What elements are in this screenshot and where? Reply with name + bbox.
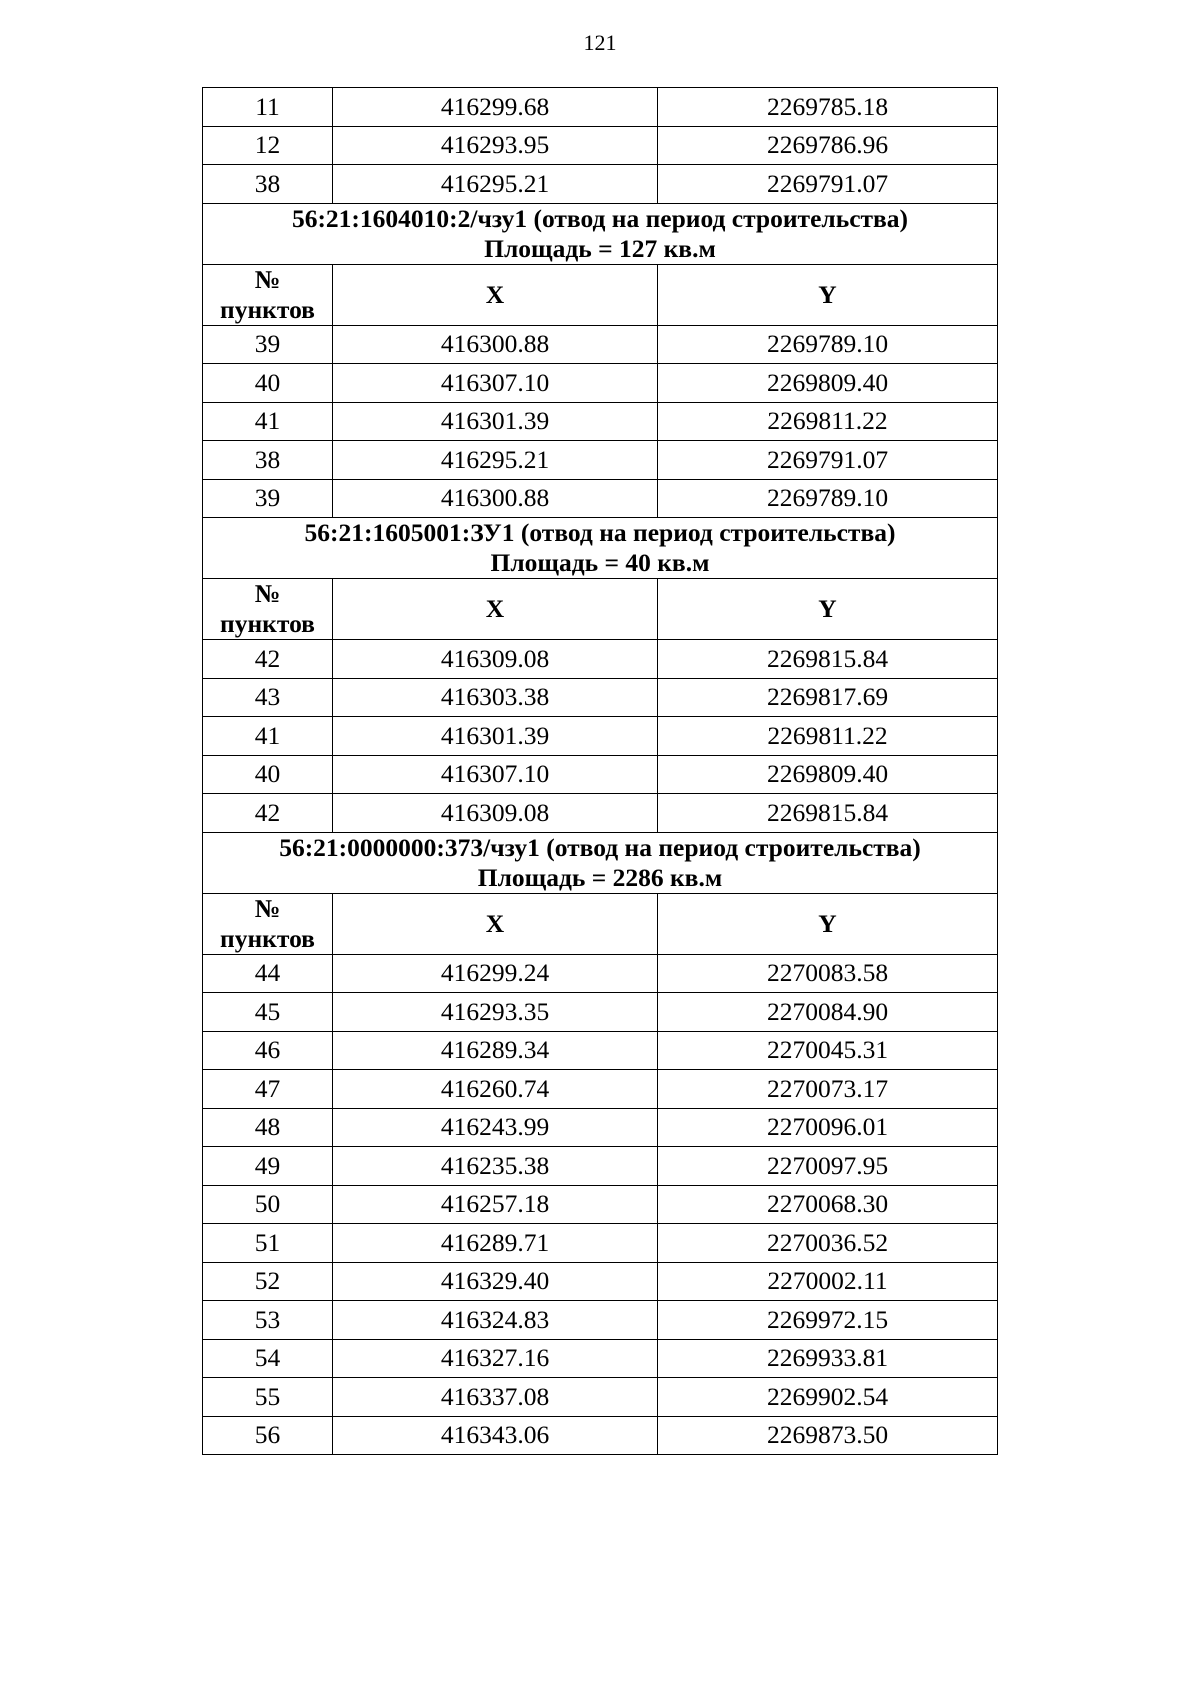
section-title-cell (203, 832, 998, 893)
table-row (203, 678, 998, 717)
table-row (203, 717, 998, 756)
table-row (203, 1416, 998, 1455)
section-cadastral-title: 56:21:1605001:ЗУ1 (отвод на период строительства) (304, 518, 896, 547)
header-points-label: пунктов (220, 294, 315, 324)
y-coordinate-cell: 2269972.15 (658, 1301, 998, 1340)
x-coordinate-cell: 416303.38 (333, 678, 658, 717)
x-coordinate-cell: 416293.35 (333, 993, 658, 1032)
x-coordinate-cell: 416293.95 (333, 126, 658, 165)
x-coordinate-cell: 416257.18 (333, 1185, 658, 1224)
x-coordinate-cell: 416243.99 (333, 1108, 658, 1147)
section-title-cell (203, 203, 998, 264)
point-number-cell: 49 (203, 1147, 333, 1186)
table-row (203, 364, 998, 403)
x-coordinate-cell: 416329.40 (333, 1262, 658, 1301)
table-row (203, 1224, 998, 1263)
x-coordinate-cell: 416337.08 (333, 1378, 658, 1417)
header-y: Y (658, 264, 998, 325)
point-number-cell: 48 (203, 1108, 333, 1147)
column-header-row (203, 893, 998, 954)
point-number-cell: 39 (203, 479, 333, 518)
x-coordinate-cell: 416299.68 (333, 88, 658, 127)
y-coordinate-cell: 2269786.96 (658, 126, 998, 165)
table-row (203, 993, 998, 1032)
table-row (203, 1378, 998, 1417)
y-coordinate-cell: 2270068.30 (658, 1185, 998, 1224)
point-number-cell: 38 (203, 441, 333, 480)
x-coordinate-cell: 416307.10 (333, 364, 658, 403)
point-number-cell: 56 (203, 1416, 333, 1455)
y-coordinate-cell: 2269902.54 (658, 1378, 998, 1417)
table-row (203, 441, 998, 480)
y-coordinate-cell: 2269933.81 (658, 1339, 998, 1378)
point-number-cell: 41 (203, 717, 333, 756)
section-title-row (203, 203, 998, 264)
point-number-cell: 38 (203, 165, 333, 204)
header-y: Y (658, 893, 998, 954)
x-coordinate-cell: 416343.06 (333, 1416, 658, 1455)
y-coordinate-cell: 2269785.18 (658, 88, 998, 127)
header-number-sign: № (254, 264, 281, 294)
point-number-cell: 42 (203, 640, 333, 679)
y-coordinate-cell: 2270083.58 (658, 954, 998, 993)
point-number-cell: 47 (203, 1070, 333, 1109)
header-point-number (203, 893, 333, 954)
point-number-cell: 12 (203, 126, 333, 165)
y-coordinate-cell: 2270084.90 (658, 993, 998, 1032)
coordinates-table-body (203, 88, 998, 1455)
point-number-cell: 44 (203, 954, 333, 993)
y-coordinate-cell: 2270073.17 (658, 1070, 998, 1109)
y-coordinate-cell: 2269809.40 (658, 755, 998, 794)
x-coordinate-cell: 416295.21 (333, 165, 658, 204)
y-coordinate-cell: 2270097.95 (658, 1147, 998, 1186)
point-number-cell: 42 (203, 794, 333, 833)
section-title-row (203, 518, 998, 579)
x-coordinate-cell: 416295.21 (333, 441, 658, 480)
y-coordinate-cell: 2269791.07 (658, 165, 998, 204)
point-number-cell: 39 (203, 325, 333, 364)
table-row (203, 88, 998, 127)
header-points-label: пунктов (220, 609, 315, 638)
table-row (203, 402, 998, 441)
x-coordinate-cell: 416324.83 (333, 1301, 658, 1340)
table-row (203, 1339, 998, 1378)
y-coordinate-cell: 2270096.01 (658, 1108, 998, 1147)
section-area: Площадь = 127 кв.м (484, 233, 716, 263)
y-coordinate-cell: 2269789.10 (658, 479, 998, 518)
section-area: Площадь = 2286 кв.м (477, 862, 723, 892)
header-point-number (203, 264, 333, 325)
table-row (203, 1031, 998, 1070)
y-coordinate-cell: 2269817.69 (658, 678, 998, 717)
section-area: Площадь = 40 кв.м (490, 548, 710, 577)
section-cadastral-title: 56:21:0000000:373/чзу1 (отвод на период строительства) (279, 832, 921, 862)
table-row (203, 755, 998, 794)
x-coordinate-cell: 416301.39 (333, 717, 658, 756)
section-title-row (203, 832, 998, 893)
y-coordinate-cell: 2269815.84 (658, 794, 998, 833)
point-number-cell: 40 (203, 364, 333, 403)
header-number-sign: № (254, 579, 281, 608)
point-number-cell: 11 (203, 88, 333, 127)
header-y: Y (658, 579, 998, 640)
point-number-cell: 52 (203, 1262, 333, 1301)
y-coordinate-cell: 2270036.52 (658, 1224, 998, 1263)
point-number-cell: 55 (203, 1378, 333, 1417)
point-number-cell: 50 (203, 1185, 333, 1224)
table-row (203, 1108, 998, 1147)
x-coordinate-cell: 416307.10 (333, 755, 658, 794)
x-coordinate-cell: 416289.71 (333, 1224, 658, 1263)
x-coordinate-cell: 416309.08 (333, 794, 658, 833)
y-coordinate-cell: 2270002.11 (658, 1262, 998, 1301)
y-coordinate-cell: 2269873.50 (658, 1416, 998, 1455)
x-coordinate-cell: 416235.38 (333, 1147, 658, 1186)
point-number-cell: 43 (203, 678, 333, 717)
point-number-cell: 40 (203, 755, 333, 794)
y-coordinate-cell: 2269809.40 (658, 364, 998, 403)
table-row (203, 794, 998, 833)
table-row (203, 1185, 998, 1224)
point-number-cell: 54 (203, 1339, 333, 1378)
table-row (203, 1147, 998, 1186)
y-coordinate-cell: 2270045.31 (658, 1031, 998, 1070)
section-cadastral-title: 56:21:1604010:2/чзу1 (отвод на период строительства) (291, 203, 909, 233)
x-coordinate-cell: 416299.24 (333, 954, 658, 993)
table-row (203, 640, 998, 679)
table-row (203, 1262, 998, 1301)
y-coordinate-cell: 2269791.07 (658, 441, 998, 480)
point-number-cell: 46 (203, 1031, 333, 1070)
column-header-row (203, 264, 998, 325)
x-coordinate-cell: 416289.34 (333, 1031, 658, 1070)
column-header-row (203, 579, 998, 640)
y-coordinate-cell: 2269811.22 (658, 717, 998, 756)
table-row (203, 1301, 998, 1340)
x-coordinate-cell: 416300.88 (333, 479, 658, 518)
header-x: X (333, 893, 658, 954)
table-row (203, 954, 998, 993)
table-row (203, 165, 998, 204)
y-coordinate-cell: 2269815.84 (658, 640, 998, 679)
point-number-cell: 41 (203, 402, 333, 441)
header-x: X (333, 264, 658, 325)
section-title-cell (203, 518, 998, 579)
y-coordinate-cell: 2269789.10 (658, 325, 998, 364)
point-number-cell: 45 (203, 993, 333, 1032)
header-point-number (203, 579, 333, 640)
y-coordinate-cell: 2269811.22 (658, 402, 998, 441)
coordinates-table (202, 87, 998, 1455)
point-number-cell: 51 (203, 1224, 333, 1263)
point-number-cell: 53 (203, 1301, 333, 1340)
header-number-sign: № (254, 893, 281, 923)
header-x: X (333, 579, 658, 640)
x-coordinate-cell: 416309.08 (333, 640, 658, 679)
x-coordinate-cell: 416301.39 (333, 402, 658, 441)
table-row (203, 479, 998, 518)
page-number: 121 (583, 30, 617, 55)
x-coordinate-cell: 416300.88 (333, 325, 658, 364)
header-points-label: пунктов (220, 923, 315, 953)
table-row (203, 126, 998, 165)
x-coordinate-cell: 416327.16 (333, 1339, 658, 1378)
table-row (203, 325, 998, 364)
x-coordinate-cell: 416260.74 (333, 1070, 658, 1109)
table-row (203, 1070, 998, 1109)
